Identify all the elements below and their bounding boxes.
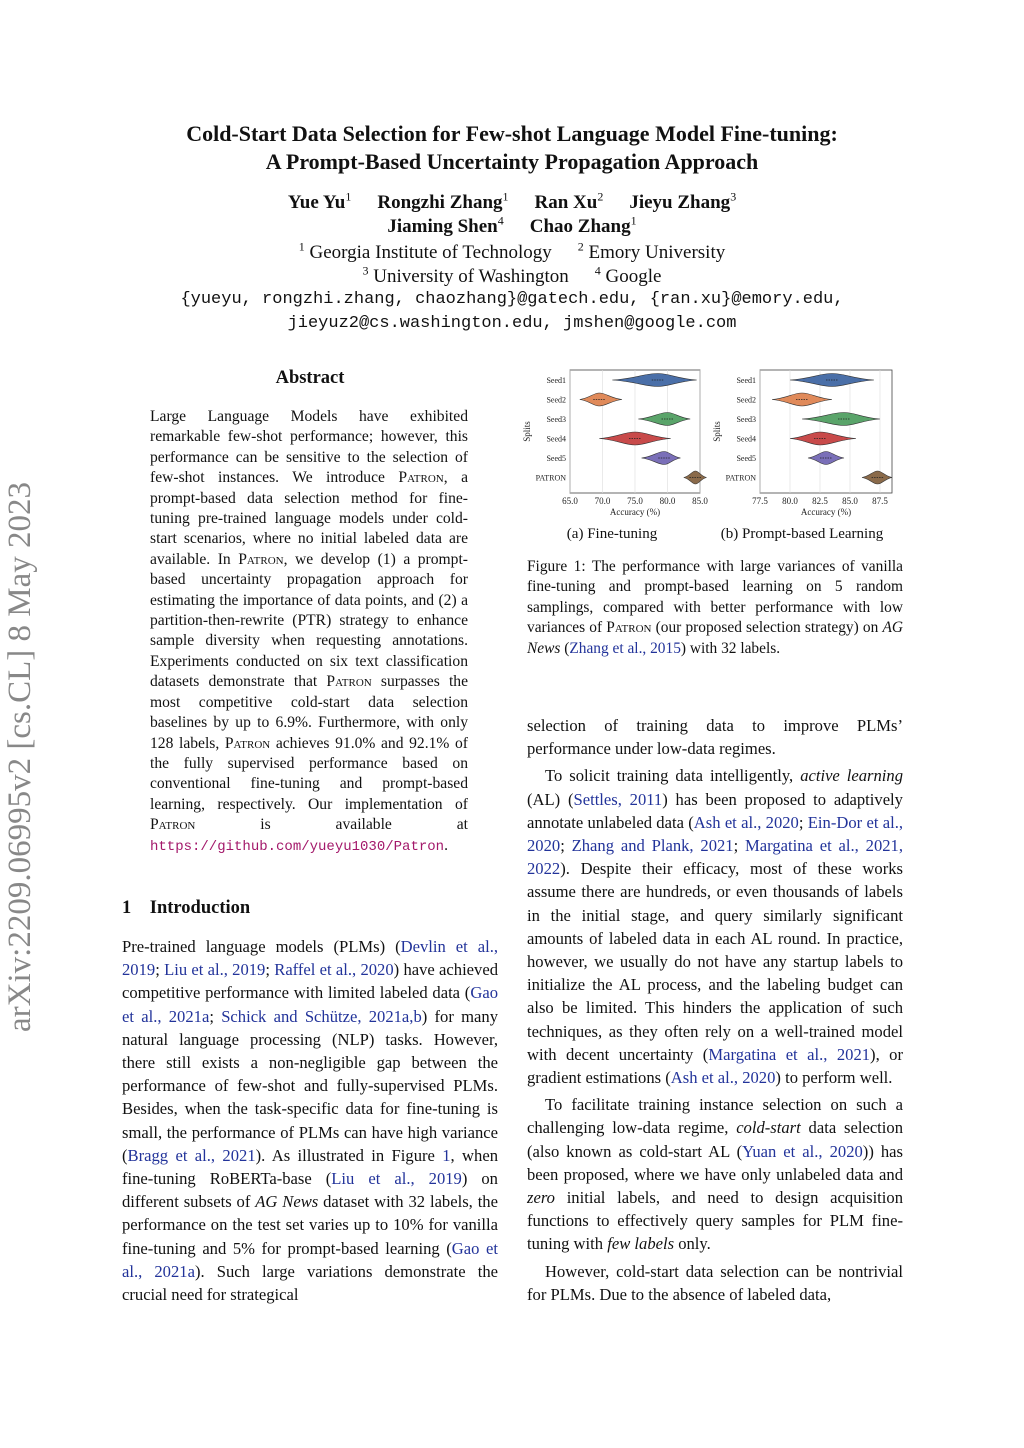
authors-row-2 (0, 214, 1024, 238)
citation-link[interactable]: Raffel et al., 2020 (274, 960, 394, 980)
citation-link[interactable]: Zhang and Plank, 2021 (571, 836, 734, 856)
x-tick-label: 87.5 (872, 496, 888, 506)
emphasis-text: few labels (607, 1234, 675, 1254)
authors-row-1 (0, 190, 1024, 214)
citation-link[interactable]: Ein-Dor et al., 2020 (527, 812, 904, 856)
paragraph-challenges (527, 1260, 903, 1306)
body-text: ). As illustrated in Figure (255, 1145, 443, 1165)
body-text: To facilitate training instance selection on such a challenging low-data regime, (527, 1095, 903, 1138)
x-tick-label: 80.0 (782, 496, 798, 506)
y-tick-label: Seed2 (736, 395, 756, 405)
patron-name: Patron (398, 469, 444, 487)
patron-name: Patron (606, 619, 652, 637)
affiliation: $^3$ University of Washington (362, 264, 569, 288)
body-text: only. (674, 1234, 711, 1254)
body-text: ). Despite their efficacy, most of these works assume there are hundreds, or even thousands of labels in the initial stage, and query similarly significant amounts of labeled data in each AL round. In practice, however, we usually do not have any startup labels to initialize the AL process, and the labeling budget can also be limited. This hinders the application of such techniques, as they often rely on a well-trained model with decent uncertainty ( (527, 859, 903, 1064)
x-tick-label: 85.0 (842, 496, 858, 506)
citation-link[interactable]: Bragg et al., 2021 (127, 1145, 256, 1165)
y-tick-label: PATRON (725, 473, 756, 483)
body-text: ), or gradient estimations ( (527, 1044, 903, 1088)
body-text: ; (155, 960, 165, 980)
patron-name: Patron (238, 550, 284, 568)
section-number: 1 (122, 898, 132, 918)
body-text: ) have achieved competitive performance with limited labeled data ( (122, 960, 499, 1003)
subcaption-a: (a) Fine-tuning (566, 526, 658, 542)
emphasis-text: active learning (800, 766, 903, 786)
citation-link[interactable]: Margatina et al., 2021 (708, 1044, 871, 1064)
y-tick-label: Seed5 (546, 454, 566, 463)
patron-name: Patron (224, 734, 271, 752)
author-name: Yue Yu$^1$ (287, 190, 352, 214)
body-text: However, cold-start data selection can be nontrivial for PLMs. Due to the absence of labeled data, (527, 1261, 903, 1304)
x-axis-label: Accuracy (%) (800, 507, 852, 517)
dataset-name: AG News (527, 619, 904, 657)
body-text: ) has been proposed to adaptively annotate unlabeled data ( (527, 789, 903, 832)
y-tick-label: Seed1 (736, 376, 756, 385)
body-text: ) on different subsets of (122, 1169, 498, 1212)
y-tick-label: Seed3 (736, 415, 756, 424)
emphasis-text: AG News (255, 1192, 319, 1212)
y-tick-label: Seed5 (736, 454, 756, 463)
figure-1-caption (527, 557, 903, 659)
author-name: Chao Zhang$^1$ (529, 214, 637, 238)
citation-link[interactable]: Zhang et al., 2015 (569, 639, 681, 657)
paragraph-cold-start (527, 1093, 903, 1255)
body-text: (AL) ( (527, 789, 574, 809)
body-text: ; (209, 1006, 222, 1026)
abstract-text: , we develop (1) a prompt-based uncertainty propagation approach for estimating the importance of data points, and (2) a partition-then-rewrite (PTR) strategy to enhance sample diversity when requesting annotations. Experiments conducted on six text classification datasets demonstrate that (150, 550, 469, 691)
x-tick-label: 85.0 (692, 496, 708, 506)
abstract-text: surpasses the most competitive cold-start data selection baselines by up to 6.9%. Furthermore, with only 128 labels, (150, 673, 468, 752)
body-text: ) for many natural language processing (NLP) tasks. However, there still exists a non-negligible gap between the performance of few-shot and fully-supervised PLMs. Besides, when the task-specific data for fine-tuning is small, the performance of PLMs can have high variance ( (122, 1006, 498, 1165)
body-text: Pre-trained language models (PLMs) ( (122, 937, 401, 956)
affiliations-row-1 (0, 240, 1024, 264)
citation-link[interactable]: Gao et al., 2021a (122, 1238, 498, 1281)
y-tick-label: Seed4 (546, 434, 566, 444)
body-text: selection of training data to improve PLMs’ performance under low-data regimes. (527, 716, 903, 759)
abstract-heading: Abstract (275, 368, 345, 388)
x-tick-label: 80.0 (659, 496, 676, 506)
citation-link[interactable]: Settles, 2011 (573, 789, 663, 809)
section-title: Introduction (149, 898, 251, 918)
x-tick-label: 75.0 (627, 496, 643, 506)
abstract-text: . (444, 836, 448, 854)
emphasis-text: zero (527, 1188, 555, 1208)
affiliation: $^4$ Google (594, 264, 662, 288)
y-tick-label: Seed4 (736, 434, 756, 444)
citation-link[interactable]: Liu et al., 2019 (164, 960, 266, 980)
body-text: ; (560, 836, 572, 856)
citation-link[interactable]: 1 (442, 1145, 451, 1165)
caption-text: (our proposed selection strategy) on (651, 619, 883, 637)
arxiv-identifier: arXiv:2209.06995v2 [cs.CL] 8 May 2023 (2, 482, 38, 1032)
citation-link[interactable]: Devlin et al., 2019 (122, 937, 498, 980)
right-column (527, 714, 903, 1306)
citation-link[interactable]: Yuan et al., 2020 (742, 1141, 863, 1161)
affiliation: $^1$ Georgia Institute of Technology (298, 240, 552, 264)
x-tick-label: 65.0 (562, 496, 578, 506)
author-name: Jiaming Shen$^4$ (387, 214, 504, 238)
y-tick-label: Seed1 (546, 376, 566, 385)
author-name: Ran Xu$^2$ (534, 190, 604, 214)
paragraph-continuation (527, 714, 903, 760)
paragraph-active-learning (527, 764, 903, 1089)
x-tick-label: 70.0 (594, 496, 611, 506)
y-tick-label: Seed2 (546, 395, 566, 405)
abstract-text: achieves 91.0% and 92.1% of the fully supervised performance based on conventional fine-tuning and prompt-based learning, respectively. Our implementation of (150, 734, 468, 813)
y-axis-label: Splits (522, 421, 532, 442)
body-text: ) to perform well. (775, 1068, 893, 1088)
citation-link[interactable]: Margatina et al., 2021, 2022 (527, 836, 903, 879)
abstract-body (150, 407, 468, 857)
caption-text: Figure 1: The performance with large variances of vanilla fine-tuning and prompt-based learning on 5 random samplings, compared with better performance with low variances of (527, 558, 903, 637)
emails-line-2: jieyuz2@cs.washington.edu, jmshen@google.com (287, 314, 737, 333)
title-line-2: A Prompt-Based Uncertainty Propagation Approach (265, 149, 759, 174)
patron-name: Patron (150, 816, 196, 834)
body-text: ). Such large variations demonstrate the crucial need for strategical (122, 1261, 498, 1305)
abstract-text: , a prompt-based data selection method for fine-tuning pre-trained language models under cold-start scenarios, where no initial labeled data are available. In (150, 469, 468, 568)
citation-link[interactable]: Ash et al., 2020 (670, 1068, 776, 1088)
citation-link[interactable]: Ash et al., 2020 (693, 812, 799, 832)
caption-text: ( (560, 639, 570, 657)
x-axis-label: Accuracy (%) (609, 507, 661, 517)
author-name: Rongzhi Zhang$^1$ (377, 190, 509, 214)
x-tick-label: 77.5 (752, 496, 768, 506)
figure-1-violin-plots (510, 362, 910, 537)
patron-name: Patron (326, 673, 372, 691)
emails-line-1: {yueyu, rongzhi.zhang, chaozhang}@gatech.edu, {ran.xu}@emory.edu, (180, 290, 844, 309)
body-text: , when fine-tuning RoBERTa-base ( (122, 1145, 499, 1189)
body-text: dataset with 32 labels, the performance on the test set varies up to 10% for vanilla fine-tuning and 5% for prompt-based learning ( (122, 1192, 498, 1258)
abstract-text: is available at (195, 816, 468, 834)
emphasis-text: cold-start (736, 1118, 801, 1138)
citation-link[interactable]: Liu et al., 2019 (331, 1169, 462, 1189)
body-text: To solicit training data intelligently, (545, 766, 801, 786)
subcaption-b: (b) Prompt-based Learning (720, 526, 884, 542)
body-text: ; (733, 836, 746, 856)
y-tick-label: Seed3 (546, 415, 566, 424)
abstract-text: Large Language Models have exhibited remarkable few-shot performance; however, this performance can be sensitive to the selection of few-shot instances. We introduce (150, 408, 468, 487)
caption-text: ) with 32 labels. (680, 639, 781, 657)
y-tick-label: PATRON (535, 473, 566, 483)
body-text: ; (798, 812, 808, 832)
body-text: data selection (also known as cold-start AL ( (527, 1118, 903, 1161)
affiliation: $^2$ Emory University (577, 240, 726, 264)
x-tick-label: 82.5 (812, 496, 828, 506)
body-text: )) has been proposed, where we have only unlabeled data and (527, 1141, 903, 1184)
affiliations-row-2 (0, 264, 1024, 288)
citation-link[interactable]: Gao et al., 2021a (122, 983, 498, 1026)
figure-1 (510, 362, 910, 537)
y-axis-label: Splits (712, 421, 722, 442)
repo-link[interactable]: https://github.com/yueyu1030/Patron (150, 838, 445, 855)
author-name: Jieyu Zhang$^3$ (629, 190, 737, 214)
section-heading-introduction (122, 898, 250, 919)
paper-title (0, 120, 1024, 176)
body-text: initial labels, and need to design acquisition functions to effectively query samples for PLM fine-tuning with (527, 1188, 903, 1254)
intro-paragraph (122, 935, 498, 1306)
body-text: ; (265, 960, 275, 980)
citation-link[interactable]: Schick and Schütze, 2021a,b (221, 1006, 422, 1026)
title-line-1: Cold-Start Data Selection for Few-shot Language Model Fine-tuning: (186, 121, 838, 146)
